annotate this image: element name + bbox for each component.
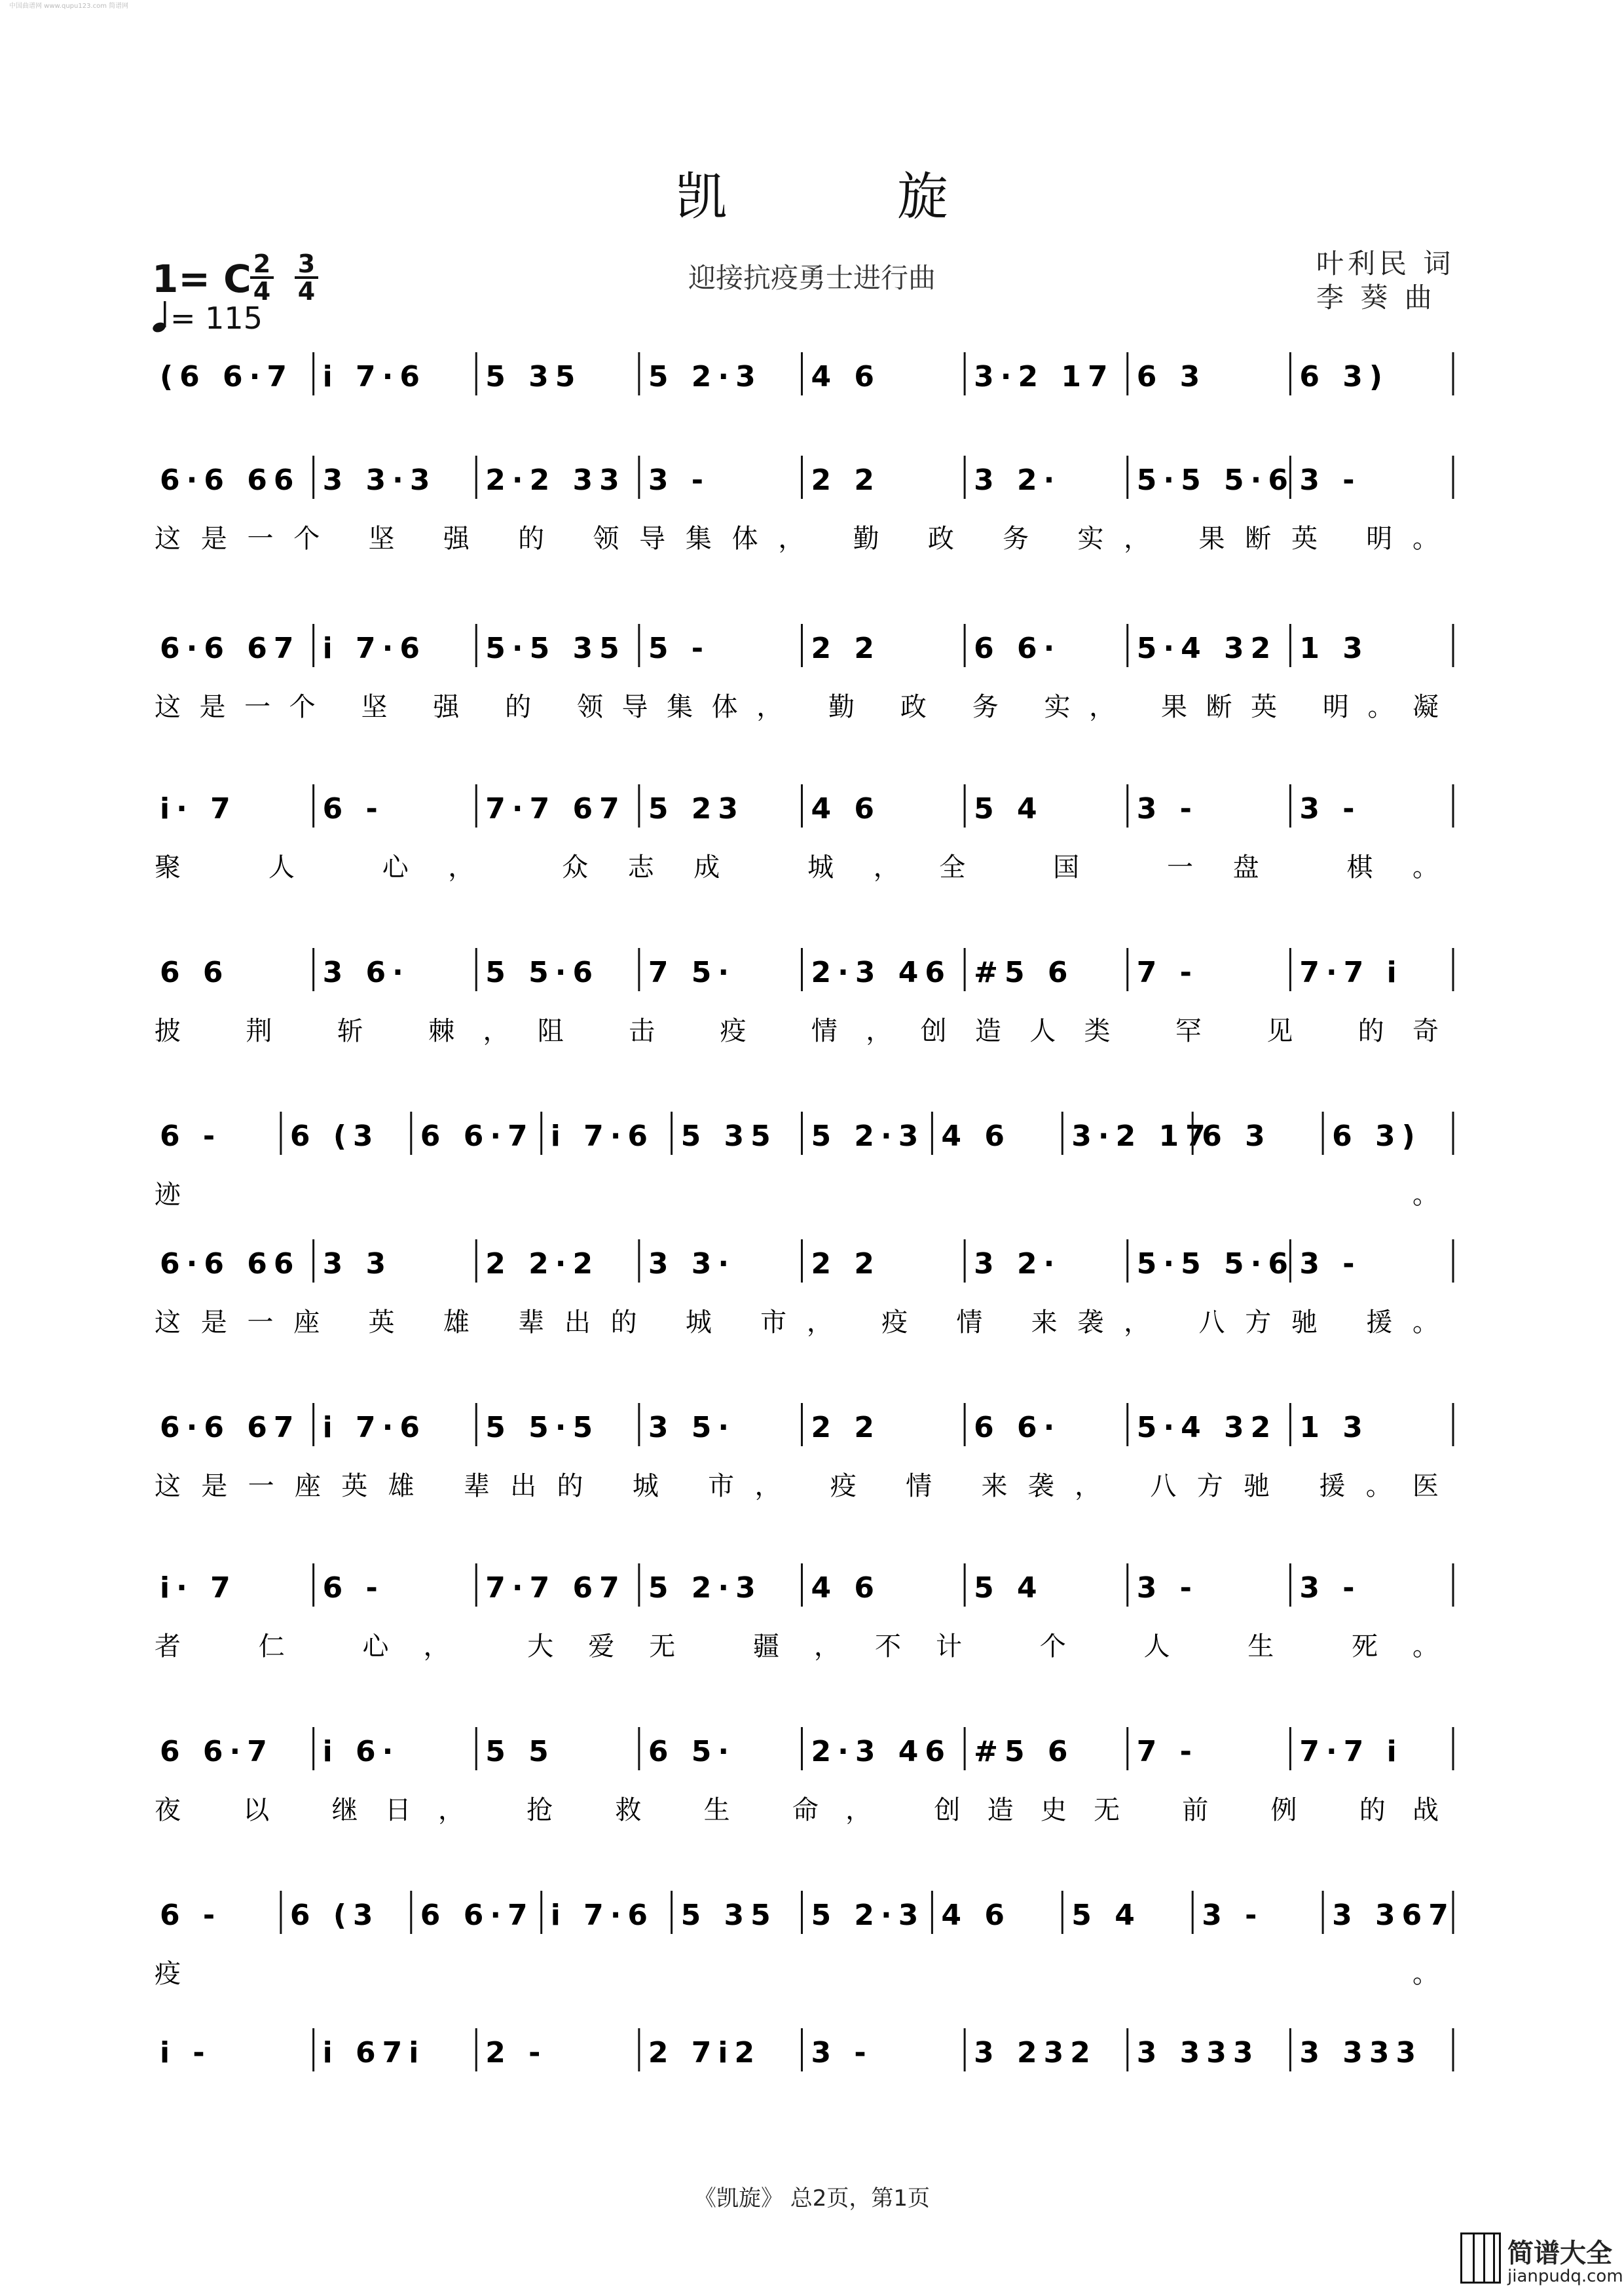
measure-notes: i· 7 xyxy=(160,792,237,826)
measure-notes: 3 - xyxy=(1136,792,1198,826)
measure-notes: 3 - xyxy=(1299,792,1361,826)
measure-notes: 3 333 xyxy=(1136,2036,1260,2069)
lyrics-line: 这是一个 坚 强 的 领导集体， 勤 政 务 实， 果断英 明。凝 xyxy=(155,692,1444,722)
measure-notes: i 67i xyxy=(322,2036,426,2069)
music-system xyxy=(155,1891,1455,1989)
measure-notes: #5 6 xyxy=(974,956,1075,989)
measure-notes: 5 5 xyxy=(485,1735,555,1768)
site-logo xyxy=(1460,2232,1623,2291)
measure-notes: 2 2 xyxy=(811,1247,881,1281)
measure-notes: 5 - xyxy=(648,632,710,665)
measure-notes: 7·7 67 xyxy=(485,1571,626,1605)
measure-notes: 3 3·3 xyxy=(322,464,437,497)
lyrics-line: 夜 以 继日， 抢 救 生 命， 创造史无 前 例 的战 xyxy=(155,1795,1444,1825)
measure-notes: 5 2·3 xyxy=(811,1120,925,1153)
measure-notes: i 7·6 xyxy=(322,632,426,665)
measure-notes: 5·5 35 xyxy=(485,632,626,665)
song-subtitle: 迎接抗疫勇士进行曲 xyxy=(688,262,936,294)
measure-notes: 3 - xyxy=(811,2036,873,2069)
measure-notes: i 7·6 xyxy=(550,1120,655,1153)
measure-notes: 6·6 66 xyxy=(160,1247,301,1281)
measure-notes: 6 3 xyxy=(1202,1120,1272,1153)
measure-notes: 7 - xyxy=(1136,956,1198,989)
music-system xyxy=(155,1112,1453,1210)
piano-keys-icon xyxy=(1460,2232,1501,2284)
measure-notes: 6 - xyxy=(160,1120,222,1153)
measure-notes: 7·7 i xyxy=(1299,1735,1403,1768)
measure-notes: 6·6 67 xyxy=(160,1411,301,1444)
measure-notes: 6 3) xyxy=(1332,1120,1422,1153)
measure-notes: 2·2 33 xyxy=(485,464,626,497)
measure-notes: 2 2 xyxy=(811,1411,881,1444)
lyrics-line: 这是一座 英 雄 辈出的 城 市， 疫 情 来袭， 八方驰 援。 xyxy=(155,1307,1444,1338)
music-system xyxy=(155,784,1453,883)
music-system xyxy=(155,624,1453,722)
measure-notes: 4 6 xyxy=(941,1899,1011,1932)
measure-notes: 5·5 5·6 xyxy=(1136,1247,1295,1281)
measure-notes: 5 2·3 xyxy=(811,1899,925,1932)
watermark: 中国曲谱网 www.qupu123.com 简谱网 xyxy=(9,3,129,10)
measure-notes: 6 6·7 xyxy=(160,1735,274,1768)
composer-credit: 李 葵 曲 xyxy=(1316,282,1436,314)
measure-notes: 3·2 17 xyxy=(974,360,1115,393)
measure-notes: #5 6 xyxy=(974,1735,1075,1768)
music-system xyxy=(155,1563,1453,1662)
measure-notes: 5 23 xyxy=(648,792,745,826)
measure-notes: 3·2 17 xyxy=(1071,1120,1212,1153)
measure-notes: 5·4 32 xyxy=(1136,1411,1278,1444)
measure-notes: 1 3 xyxy=(1299,1411,1369,1444)
measure-notes: 5 2·3 xyxy=(648,360,762,393)
measure-notes: 5·5 5·6 xyxy=(1136,464,1295,497)
lyrics-line: 迹。 xyxy=(155,1180,1444,1210)
measure-notes: 3 - xyxy=(1299,1571,1361,1605)
measure-notes: 5 5·6 xyxy=(485,956,600,989)
page-footer: 《凯旋》 总2页，第1页 xyxy=(693,2185,931,2212)
music-system xyxy=(160,352,1453,395)
measure-notes: 3 - xyxy=(1299,1247,1361,1281)
lyrics-line: 聚 人 心， 众志成 城，全 国 一盘 棋。 xyxy=(155,852,1444,883)
measure-notes: 2 2 xyxy=(811,632,881,665)
music-system xyxy=(155,948,1453,1046)
measure-notes: (6 6·7 xyxy=(160,360,293,393)
measure-notes: 5 5·5 xyxy=(485,1411,600,1444)
measure-notes: 2 7i2 xyxy=(648,2036,762,2069)
measure-notes: 7 - xyxy=(1136,1735,1198,1768)
measure-notes: 3 3 xyxy=(322,1247,393,1281)
music-system xyxy=(155,456,1453,554)
tempo-marking: = 115 xyxy=(152,300,263,336)
measure-notes: 3 333 xyxy=(1299,2036,1423,2069)
measure-notes: 6 6 xyxy=(160,956,230,989)
logo-brand: 简谱大全 xyxy=(1507,2238,1612,2269)
measure-notes: 2·3 46 xyxy=(811,1735,951,1768)
measure-notes: 3 2· xyxy=(974,1247,1061,1281)
music-system xyxy=(155,1403,1453,1501)
time-signature-2: 3 4 xyxy=(293,251,320,304)
measure-notes: 6 (3 xyxy=(289,1120,380,1153)
measure-notes: 3 2· xyxy=(974,464,1061,497)
measure-notes: 5·4 32 xyxy=(1136,632,1278,665)
measure-notes: 6 3 xyxy=(1136,360,1207,393)
measure-notes: 4 6 xyxy=(811,1571,881,1605)
measure-notes: i 7·6 xyxy=(322,1411,426,1444)
measure-notes: 4 6 xyxy=(941,1120,1011,1153)
lyrics-line: 者 仁 心， 大爱无 疆，不计 个 人 生 死。 xyxy=(155,1631,1444,1662)
measure-notes: 6·6 66 xyxy=(160,464,301,497)
measure-notes: 6 - xyxy=(322,792,384,826)
measure-notes: i - xyxy=(160,2036,212,2069)
measure-notes: 6 3) xyxy=(1299,360,1390,393)
measure-notes: 3 5· xyxy=(648,1411,736,1444)
measure-notes: 6 6· xyxy=(974,632,1061,665)
measure-notes: 6 - xyxy=(160,1899,222,1932)
measure-notes: 7·7 67 xyxy=(485,792,626,826)
measure-notes: 5 35 xyxy=(485,360,582,393)
measure-notes: 5 35 xyxy=(680,1120,777,1153)
measure-notes: 2 2·2 xyxy=(485,1247,600,1281)
logo-url: jianpudq.com xyxy=(1507,2267,1623,2286)
measure-notes: 3 - xyxy=(1202,1899,1264,1932)
measure-notes: 2·3 46 xyxy=(811,956,951,989)
measure-notes: 6 6·7 xyxy=(420,1120,534,1153)
measure-notes: 7·7 i xyxy=(1299,956,1403,989)
measure-notes: 5 4 xyxy=(974,792,1044,826)
measure-notes: 5 4 xyxy=(1071,1899,1141,1932)
music-system xyxy=(155,1727,1453,1825)
measure-notes: 6 (3 xyxy=(289,1899,380,1932)
measure-notes: 3 - xyxy=(648,464,710,497)
measure-notes: 5 4 xyxy=(974,1571,1044,1605)
measure-notes: 3 - xyxy=(1136,1571,1198,1605)
measure-notes: 2 2 xyxy=(811,464,881,497)
measure-notes: 3 6· xyxy=(322,956,410,989)
measure-notes: i 7·6 xyxy=(322,360,426,393)
lyrics-line: 披 荆 斩 棘，阻 击 疫 情，创造人类 罕 见 的奇 xyxy=(155,1016,1444,1046)
lyrics-line: 疫。 xyxy=(155,1959,1444,1989)
key-signature: 1= C xyxy=(152,257,251,301)
measure-notes: 7 5· xyxy=(648,956,736,989)
song-title: 凯旋 xyxy=(675,168,1118,227)
measure-notes: i· 7 xyxy=(160,1571,237,1605)
measure-notes: 6 5· xyxy=(648,1735,736,1768)
measure-notes: 3 232 xyxy=(974,2036,1097,2069)
measure-notes: 1 3 xyxy=(1299,632,1369,665)
measure-notes: 3 3· xyxy=(648,1247,736,1281)
measure-notes: i 6· xyxy=(322,1735,400,1768)
time-signature-1: 2 4 xyxy=(249,251,275,304)
measure-notes: 6 6· xyxy=(974,1411,1061,1444)
lyrics-line: 这是一个 坚 强 的 领导集体， 勤 政 务 实， 果断英 明。 xyxy=(155,524,1444,554)
measure-notes: 3 - xyxy=(1299,464,1361,497)
music-system xyxy=(160,2028,1453,2071)
measure-notes: 3 367 xyxy=(1332,1899,1455,1932)
lyricist-credit: 叶利民 词 xyxy=(1316,247,1455,280)
measure-notes: 2 - xyxy=(485,2036,547,2069)
measure-notes: 6 - xyxy=(322,1571,384,1605)
music-system xyxy=(155,1239,1453,1338)
measure-notes: 4 6 xyxy=(811,792,881,826)
measure-notes: 4 6 xyxy=(811,360,881,393)
measure-notes: 6 6·7 xyxy=(420,1899,534,1932)
measure-notes: 5 35 xyxy=(680,1899,777,1932)
measure-notes: 5 2·3 xyxy=(648,1571,762,1605)
measure-notes: 6·6 67 xyxy=(160,632,301,665)
measure-notes: i 7·6 xyxy=(550,1899,655,1932)
lyrics-line: 这是一座英雄 辈出的 城 市， 疫 情 来袭， 八方驰 援。医 xyxy=(155,1471,1444,1501)
